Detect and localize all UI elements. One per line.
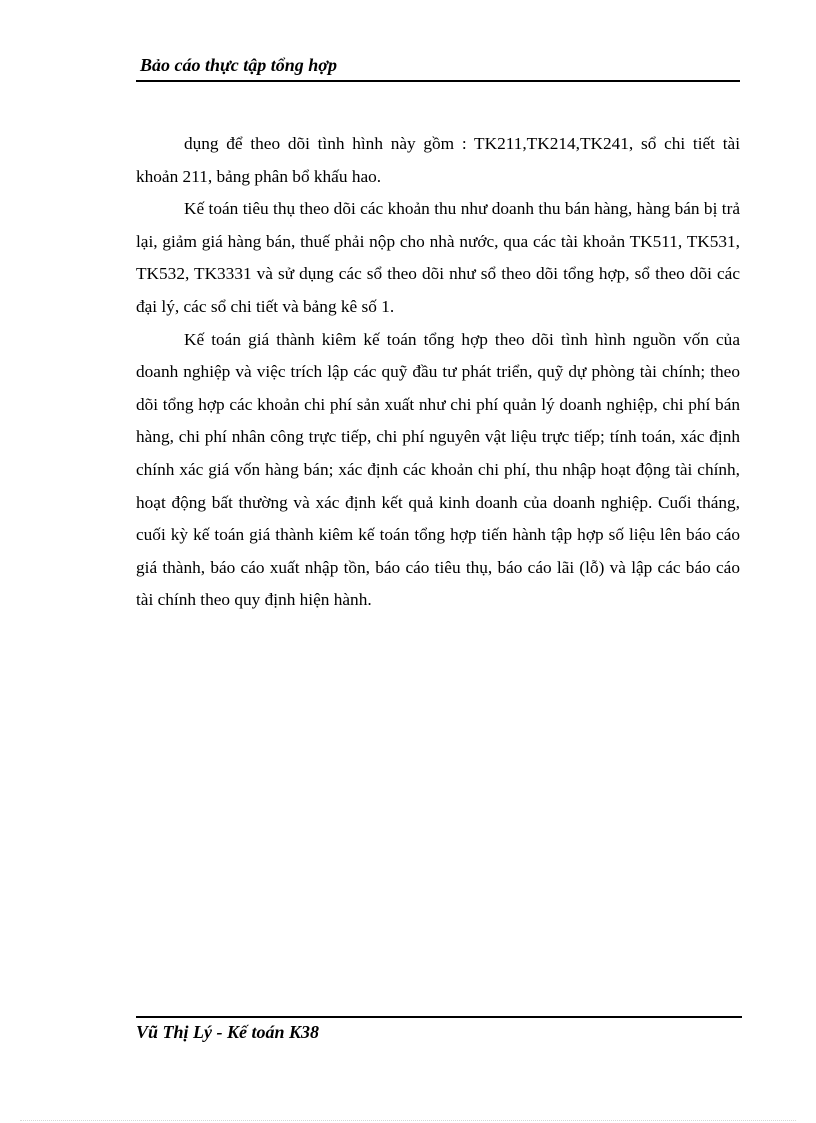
page-bottom-edge: [20, 1120, 796, 1121]
paragraph-sales-accounting: Kế toán tiêu thụ theo dõi các khoản thu như doanh thu bán hàng, hàng bán bị trả lại, giảm giá hàng bán, thuế phải nộp cho nhà nước, qua các tài khoản TK511, TK531, TK532, TK3331 và sử dụng các sổ theo dõi như sổ theo dõi tổng hợp, sổ theo dõi các đại lý, các sổ chi tiết và bảng kê số 1.: [136, 199, 740, 316]
document-body: [136, 128, 740, 617]
page-footer: [136, 1016, 742, 1042]
paragraph-cost-accounting: Kế toán giá thành kiêm kế toán tổng hợp theo dõi tình hình nguồn vốn của doanh nghiệp và việc trích lập các quỹ đầu tư phát triển, quỹ dự phòng tài chính; theo dõi tổng hợp các khoản chi phí sản xuất như chi phí quản lý doanh nghiệp, chi phí bán hàng, chi phí nhân công trực tiếp, chi phí nguyên vật liệu trực tiếp; tính toán, xác định chính xác giá vốn hàng bán; xác định các khoản chi phí, thu nhập hoạt động tài chính, hoạt động bất thường và xác định kết quả kinh doanh của doanh nghiệp. Cuối tháng, cuối kỳ kế toán giá thành kiêm kế toán tổng hợp tiến hành tập hợp số liệu lên báo cáo giá thành, báo cáo xuất nhập tồn, báo cáo tiêu thụ, báo cáo lãi (lỗ) và lập các báo cáo tài chính theo quy định hiện hành.: [136, 329, 740, 610]
page-header: [136, 52, 740, 82]
header-title: Bảo cáo thực tập tổng hợp: [140, 55, 337, 75]
paragraph-depreciation: dụng để theo dõi tình hình này gồm : TK211,TK214,TK241, sổ chi tiết tài khoản 211, bảng phân bổ khấu hao.: [136, 134, 740, 186]
footer-author: Vũ Thị Lý - Kế toán K38: [136, 1022, 320, 1042]
